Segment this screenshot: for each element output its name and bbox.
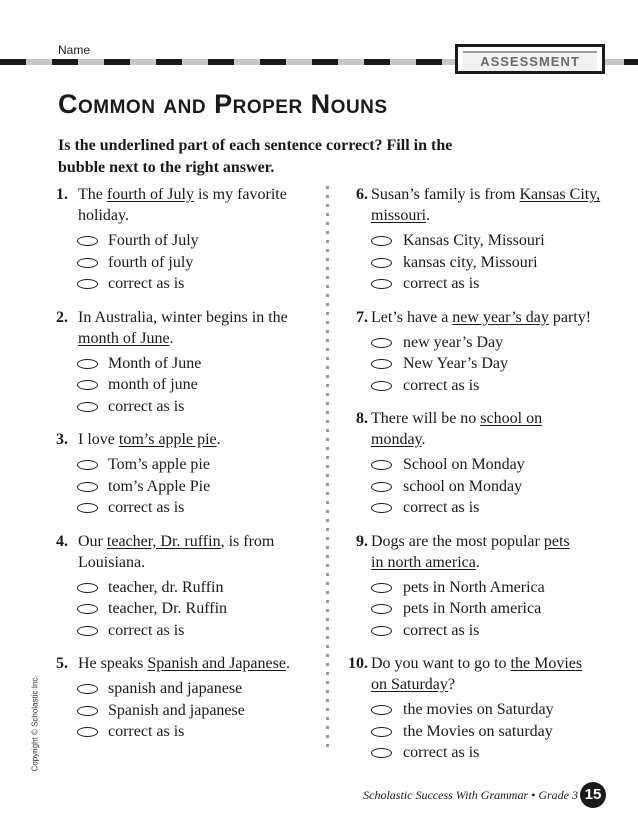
question-text-before: In Australia, winter begins in the [78,308,288,326]
questions-right-column [346,184,618,764]
answer-option-label: correct as is [403,275,480,292]
answer-bubble[interactable] [77,402,98,412]
answer-bubble[interactable] [371,338,392,348]
question-6 [346,184,618,295]
question-underlined-text: teacher, Dr. ruffin [106,532,221,550]
answer-option-label: the Movies on saturday [403,722,553,740]
question-text-before: He speaks [78,655,148,672]
answer-bubble[interactable] [371,583,392,593]
answer-option[interactable] [56,700,328,722]
answer-bubble[interactable] [371,705,392,715]
question-text-line [346,408,618,429]
answer-option[interactable] [346,476,618,498]
answer-bubble[interactable] [77,706,98,716]
assessment-label: ASSESSMENT [463,51,597,71]
question-text-line [56,552,328,573]
answer-option-label: month of june [108,376,198,393]
answer-option[interactable] [56,273,328,295]
answer-option-label: correct as is [403,744,480,761]
answer-bubble[interactable] [371,279,392,289]
answer-options [56,577,328,642]
answer-option[interactable] [56,230,328,252]
question-text-line [56,307,328,328]
answer-option-label: pets in North america [403,600,542,617]
question-9 [346,531,618,642]
question-text-line [346,653,618,674]
question-text-before: The [78,186,107,203]
answer-option-label: teacher, dr. Ruffin [108,578,224,596]
question-underlined-text: Spanish and Japanese [147,655,286,672]
question-text-line [56,205,328,226]
question-text-after: is my favorite [193,186,287,203]
question-text-before: holiday. [78,207,129,224]
answer-option[interactable] [346,497,618,519]
footer-bullet: • [531,788,536,802]
question-number: 3. [56,431,68,448]
answer-bubble[interactable] [371,381,392,391]
answer-bubble[interactable] [77,503,98,513]
answer-option[interactable] [346,375,618,397]
answer-bubble[interactable] [77,359,98,369]
assessment-badge [455,44,605,74]
question-underlined-text: in north america [371,553,476,571]
question-8 [346,408,618,519]
answer-bubble[interactable] [371,460,392,470]
answer-option-label: the movies on Saturday [403,701,554,718]
answer-options [56,678,328,743]
page-title: Common and Proper Nouns [58,89,388,119]
question-underlined-text: fourth of July [106,186,194,203]
answer-bubble[interactable] [371,748,392,758]
question-text-before: Susan’s family is from [371,186,520,203]
question-text-line [346,205,618,226]
answer-options [346,577,618,642]
answer-option-label: Month of June [108,354,202,372]
answer-option-label: fourth of july [108,253,194,271]
question-underlined-text: school on [480,410,543,427]
answer-options [346,230,618,295]
answer-option-label: correct as is [403,621,480,639]
answer-option-label: new year’s Day [403,333,504,351]
answer-option[interactable] [346,577,618,599]
answer-options [346,699,618,764]
question-7 [346,307,618,397]
question-text-after: . [426,207,431,224]
answer-option-label: correct as is [403,499,480,516]
question-underlined-text: tom’s apple pie [118,431,217,448]
question-text-line [56,531,328,552]
answer-bubble[interactable] [77,604,98,614]
answer-option-label: correct as is [108,499,185,516]
answer-option-label: Fourth of July [108,232,199,249]
question-number: 7. [356,308,368,326]
question-underlined-text: the Movies [510,655,583,672]
question-text-before: Our [78,532,107,550]
answer-bubble[interactable] [371,258,392,268]
question-3 [56,429,328,519]
answer-option[interactable] [346,620,618,642]
answer-option-label: tom’s Apple Pie [108,477,211,495]
answer-option-label: spanish and japanese [108,680,243,697]
question-text-after: . [169,329,174,347]
question-text-before: Dogs are the most popular [371,532,544,550]
question-text-after: . [285,655,290,672]
answer-bubble[interactable] [77,258,98,268]
question-text-line [56,184,328,205]
question-text-after: ? [447,676,455,693]
answer-bubble[interactable] [371,482,392,492]
question-text-before: Do you want to go to [371,655,511,672]
answer-option[interactable] [346,742,618,764]
question-text-before: I love [78,431,119,448]
answer-option[interactable] [56,678,328,700]
answer-option-label: teacher, Dr. Ruffin [108,600,228,617]
answer-option[interactable] [56,476,328,498]
question-underlined-text: month of June [78,329,170,347]
question-number: 10. [348,655,368,672]
answer-bubble[interactable] [371,359,392,369]
questions-left-column [56,184,328,743]
answer-option-label: Tom’s apple pie [108,456,210,473]
question-text-after: . [475,553,480,571]
question-text-after: , is from [220,532,275,550]
question-underlined-text: pets [543,532,570,550]
answer-option[interactable] [56,497,328,519]
question-text-after: party! [548,308,592,326]
answer-options [56,230,328,295]
question-text-line [56,653,328,674]
answer-option[interactable] [346,454,618,476]
answer-option-label: correct as is [108,621,185,639]
instructions: Is the underlined part of each sentence correct? Fill in the bubble next to the right answer. [58,137,453,176]
question-1 [56,184,328,295]
answer-option-label: school on Monday [403,477,523,495]
answer-options [56,353,328,418]
answer-option-label: pets in North America [403,578,545,596]
answer-option[interactable] [346,353,618,375]
answer-option[interactable] [346,332,618,354]
question-2 [56,307,328,418]
answer-bubble[interactable] [77,583,98,593]
answer-bubble[interactable] [77,279,98,289]
question-number: 2. [56,308,68,326]
answer-bubble[interactable] [371,727,392,737]
question-underlined-text: Kansas City, [519,186,601,203]
answer-option[interactable] [346,598,618,620]
question-text-line [56,429,328,450]
question-text-after: . [216,431,221,448]
answer-bubble[interactable] [77,684,98,694]
copyright-notice: Copyright © Scholastic Inc. [30,675,40,772]
answer-bubble[interactable] [77,380,98,390]
answer-option[interactable] [56,454,328,476]
question-underlined-text: new year’s day [452,308,549,326]
question-underlined-text: missouri [371,207,427,224]
answer-option-label: School on Monday [403,456,525,473]
book-title: Scholastic Success With Grammar [363,788,529,802]
question-text-line [346,674,618,695]
question-underlined-text: monday [371,431,422,448]
answer-option[interactable] [56,374,328,396]
answer-options [346,332,618,397]
question-text-after: . [421,431,426,448]
question-number: 8. [356,410,368,427]
question-text-line [346,429,618,450]
question-text-line [346,552,618,573]
question-number: 5. [56,655,68,672]
question-text-line [346,307,618,328]
page-number: 15 [580,782,606,808]
answer-option[interactable] [56,721,328,743]
answer-bubble[interactable] [77,460,98,470]
answer-option-label: Spanish and japanese [108,701,245,719]
answer-option-label: correct as is [108,275,185,292]
question-text-line [56,328,328,349]
answer-bubble[interactable] [371,626,392,636]
answer-option[interactable] [56,620,328,642]
answer-option-label: kansas city, Missouri [403,253,538,271]
question-number: 4. [56,532,68,550]
answer-bubble[interactable] [77,727,98,737]
answer-option-label: New Year’s Day [403,355,509,372]
answer-option-label: Kansas City, Missouri [403,232,545,249]
question-text-line [346,184,618,205]
answer-option[interactable] [346,721,618,743]
footer-credit [363,788,578,803]
question-5 [56,653,328,743]
answer-option-label: correct as is [108,723,185,740]
answer-option[interactable] [56,396,328,418]
question-text-before: There will be no [371,410,481,427]
answer-bubble[interactable] [77,482,98,492]
grade-label: Grade 3 [538,788,578,802]
question-text-before: Let’s have a [371,308,453,326]
question-text-line [346,531,618,552]
answer-option[interactable] [56,598,328,620]
answer-bubble[interactable] [371,236,392,246]
question-4 [56,531,328,642]
answer-option[interactable] [346,699,618,721]
question-number: 9. [356,532,368,550]
answer-option[interactable] [346,230,618,252]
question-10 [346,653,618,764]
question-number: 6. [356,186,368,203]
name-label: Name [58,43,91,57]
answer-bubble[interactable] [371,503,392,513]
answer-option[interactable] [346,273,618,295]
question-text-before: Louisiana. [78,553,146,571]
answer-option[interactable] [346,252,618,274]
question-underlined-text: on Saturday [371,676,448,693]
answer-option-label: correct as is [403,376,480,394]
answer-options [56,454,328,519]
answer-option-label: correct as is [108,397,185,415]
answer-option[interactable] [56,252,328,274]
answer-bubble[interactable] [77,236,98,246]
question-number: 1. [56,186,68,203]
answer-bubble[interactable] [371,604,392,614]
answer-option[interactable] [56,577,328,599]
answer-options [346,454,618,519]
answer-bubble[interactable] [77,626,98,636]
answer-option[interactable] [56,353,328,375]
